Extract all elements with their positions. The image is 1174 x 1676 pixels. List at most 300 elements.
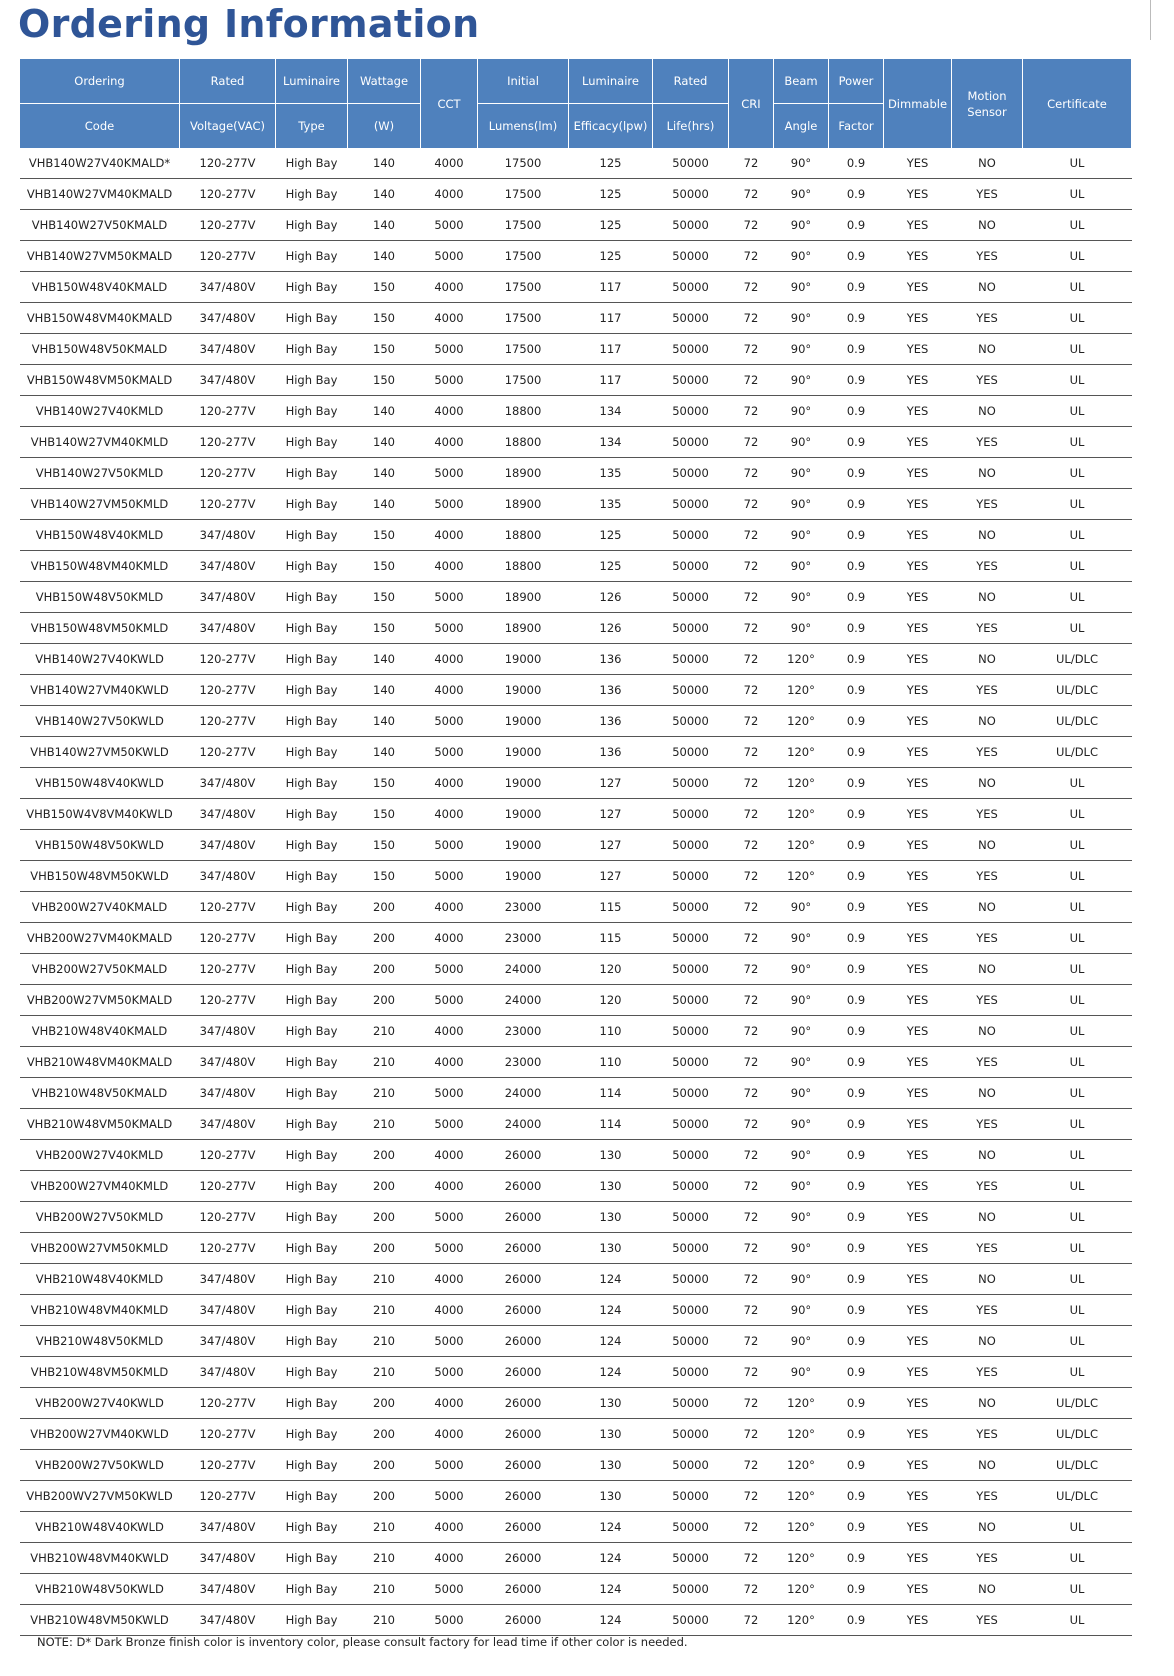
cell-efficacy: 126 bbox=[569, 582, 653, 613]
cell-power-factor: 0.9 bbox=[829, 985, 884, 1016]
cell-cri: 72 bbox=[729, 737, 774, 768]
cell-initial-lumens: 26000 bbox=[478, 1140, 569, 1171]
cell-dimmable: YES bbox=[884, 861, 952, 892]
cell-cri: 72 bbox=[729, 582, 774, 613]
page-title: Ordering Information bbox=[18, 2, 480, 46]
cell-dimmable: YES bbox=[884, 210, 952, 241]
cell-wattage: 150 bbox=[348, 861, 421, 892]
cell-cri: 72 bbox=[729, 458, 774, 489]
cell-power-factor: 0.9 bbox=[829, 1016, 884, 1047]
cell-dimmable: YES bbox=[884, 1481, 952, 1512]
cell-power-factor: 0.9 bbox=[829, 365, 884, 396]
cell-ordering-code: VHB150W48V40KMALD bbox=[20, 272, 180, 303]
cell-power-factor: 0.9 bbox=[829, 799, 884, 830]
cell-rated-voltage: 120-277V bbox=[180, 427, 276, 458]
cell-cct: 5000 bbox=[421, 489, 478, 520]
header-motion-sensor bbox=[952, 59, 1023, 148]
header-certificate: Certificate bbox=[1023, 59, 1132, 148]
table-row bbox=[20, 1047, 1132, 1078]
cell-ordering-code: VHB210W48V40KMLD bbox=[20, 1264, 180, 1295]
cell-power-factor: 0.9 bbox=[829, 489, 884, 520]
cell-beam-angle: 120° bbox=[774, 830, 829, 861]
cell-ordering-code: VHB210W48V50KWLD bbox=[20, 1574, 180, 1605]
cell-rated-life: 50000 bbox=[653, 334, 729, 365]
cell-motion-sensor: NO bbox=[952, 892, 1023, 923]
cell-cri: 72 bbox=[729, 954, 774, 985]
cell-efficacy: 124 bbox=[569, 1574, 653, 1605]
cell-power-factor: 0.9 bbox=[829, 1481, 884, 1512]
cell-rated-life: 50000 bbox=[653, 365, 729, 396]
cell-cri: 72 bbox=[729, 427, 774, 458]
table-row bbox=[20, 396, 1132, 427]
cell-power-factor: 0.9 bbox=[829, 334, 884, 365]
cell-rated-life: 50000 bbox=[653, 1450, 729, 1481]
cell-cct: 4000 bbox=[421, 520, 478, 551]
cell-cct: 5000 bbox=[421, 613, 478, 644]
cell-certificate: UL bbox=[1023, 1543, 1132, 1574]
header-watt-unit: (W) bbox=[348, 104, 421, 149]
cell-initial-lumens: 24000 bbox=[478, 954, 569, 985]
cell-dimmable: YES bbox=[884, 1233, 952, 1264]
cell-beam-angle: 120° bbox=[774, 1605, 829, 1636]
cell-ordering-code: VHB200WV27VM50KWLD bbox=[20, 1481, 180, 1512]
cell-luminaire-type: High Bay bbox=[276, 985, 348, 1016]
cell-rated-voltage: 120-277V bbox=[180, 489, 276, 520]
cell-wattage: 140 bbox=[348, 210, 421, 241]
cell-luminaire-type: High Bay bbox=[276, 1202, 348, 1233]
cell-cri: 72 bbox=[729, 1171, 774, 1202]
table-row bbox=[20, 303, 1132, 334]
cell-initial-lumens: 26000 bbox=[478, 1264, 569, 1295]
cell-power-factor: 0.9 bbox=[829, 768, 884, 799]
cell-beam-angle: 120° bbox=[774, 1512, 829, 1543]
cell-power-factor: 0.9 bbox=[829, 1388, 884, 1419]
cell-rated-voltage: 120-277V bbox=[180, 644, 276, 675]
cell-cct: 5000 bbox=[421, 985, 478, 1016]
header-beam: Beam bbox=[774, 59, 829, 104]
cell-luminaire-type: High Bay bbox=[276, 706, 348, 737]
cell-cct: 4000 bbox=[421, 1171, 478, 1202]
cell-initial-lumens: 23000 bbox=[478, 892, 569, 923]
cell-wattage: 200 bbox=[348, 1481, 421, 1512]
cell-rated-voltage: 120-277V bbox=[180, 954, 276, 985]
cell-certificate: UL/DLC bbox=[1023, 737, 1132, 768]
cell-motion-sensor: YES bbox=[952, 489, 1023, 520]
cell-dimmable: YES bbox=[884, 489, 952, 520]
cell-power-factor: 0.9 bbox=[829, 675, 884, 706]
header-life: Life(hrs) bbox=[653, 104, 729, 149]
cell-luminaire-type: High Bay bbox=[276, 1171, 348, 1202]
cell-rated-voltage: 120-277V bbox=[180, 1481, 276, 1512]
cell-certificate: UL bbox=[1023, 1202, 1132, 1233]
cell-power-factor: 0.9 bbox=[829, 1171, 884, 1202]
cell-cri: 72 bbox=[729, 985, 774, 1016]
cell-efficacy: 125 bbox=[569, 551, 653, 582]
cell-beam-angle: 90° bbox=[774, 613, 829, 644]
header-voltage: Voltage(VAC) bbox=[180, 104, 276, 149]
cell-beam-angle: 120° bbox=[774, 768, 829, 799]
cell-cri: 72 bbox=[729, 1016, 774, 1047]
cell-cri: 72 bbox=[729, 1140, 774, 1171]
cell-rated-voltage: 120-277V bbox=[180, 1171, 276, 1202]
cell-rated-life: 50000 bbox=[653, 768, 729, 799]
cell-rated-voltage: 347/480V bbox=[180, 1512, 276, 1543]
cell-beam-angle: 90° bbox=[774, 1078, 829, 1109]
cell-efficacy: 120 bbox=[569, 954, 653, 985]
cell-motion-sensor: YES bbox=[952, 985, 1023, 1016]
cell-cri: 72 bbox=[729, 489, 774, 520]
cell-rated-voltage: 347/480V bbox=[180, 272, 276, 303]
table-row bbox=[20, 427, 1132, 458]
cell-wattage: 140 bbox=[348, 706, 421, 737]
cell-efficacy: 124 bbox=[569, 1295, 653, 1326]
cell-cct: 5000 bbox=[421, 210, 478, 241]
cell-initial-lumens: 18800 bbox=[478, 520, 569, 551]
cell-dimmable: YES bbox=[884, 334, 952, 365]
cell-ordering-code: VHB210W48VM50KMALD bbox=[20, 1109, 180, 1140]
cell-beam-angle: 120° bbox=[774, 737, 829, 768]
cell-wattage: 150 bbox=[348, 551, 421, 582]
cell-cri: 72 bbox=[729, 892, 774, 923]
cell-certificate: UL bbox=[1023, 582, 1132, 613]
cell-rated-life: 50000 bbox=[653, 272, 729, 303]
footer-note: NOTE: D* Dark Bronze finish color is inventory color, please consult factory for lead time if other color is needed. bbox=[37, 1635, 688, 1649]
cell-efficacy: 124 bbox=[569, 1543, 653, 1574]
cell-rated-life: 50000 bbox=[653, 1512, 729, 1543]
cell-rated-life: 50000 bbox=[653, 1357, 729, 1388]
cell-motion-sensor: NO bbox=[952, 458, 1023, 489]
cell-ordering-code: VHB200W27V40KMALD bbox=[20, 892, 180, 923]
cell-wattage: 200 bbox=[348, 1233, 421, 1264]
cell-dimmable: YES bbox=[884, 706, 952, 737]
cell-motion-sensor: YES bbox=[952, 1357, 1023, 1388]
cell-beam-angle: 90° bbox=[774, 1047, 829, 1078]
cell-rated-voltage: 120-277V bbox=[180, 1202, 276, 1233]
cell-beam-angle: 120° bbox=[774, 675, 829, 706]
cell-dimmable: YES bbox=[884, 1574, 952, 1605]
cell-dimmable: YES bbox=[884, 1171, 952, 1202]
cell-rated-voltage: 120-277V bbox=[180, 675, 276, 706]
cell-cri: 72 bbox=[729, 1202, 774, 1233]
cell-motion-sensor: YES bbox=[952, 427, 1023, 458]
cell-cri: 72 bbox=[729, 396, 774, 427]
cell-cct: 4000 bbox=[421, 1140, 478, 1171]
header-wattage: Wattage bbox=[348, 59, 421, 104]
cell-motion-sensor: YES bbox=[952, 1605, 1023, 1636]
cell-rated-life: 50000 bbox=[653, 1109, 729, 1140]
cell-efficacy: 115 bbox=[569, 892, 653, 923]
cell-beam-angle: 90° bbox=[774, 954, 829, 985]
cell-wattage: 210 bbox=[348, 1357, 421, 1388]
cell-motion-sensor: NO bbox=[952, 1450, 1023, 1481]
cell-rated-life: 50000 bbox=[653, 1419, 729, 1450]
ordering-table bbox=[19, 59, 1132, 1636]
cell-dimmable: YES bbox=[884, 1016, 952, 1047]
cell-luminaire-type: High Bay bbox=[276, 861, 348, 892]
table-row bbox=[20, 737, 1132, 768]
cell-cri: 72 bbox=[729, 644, 774, 675]
cell-power-factor: 0.9 bbox=[829, 892, 884, 923]
cell-motion-sensor: YES bbox=[952, 1295, 1023, 1326]
cell-power-factor: 0.9 bbox=[829, 582, 884, 613]
cell-certificate: UL/DLC bbox=[1023, 1388, 1132, 1419]
cell-dimmable: YES bbox=[884, 241, 952, 272]
cell-dimmable: YES bbox=[884, 985, 952, 1016]
header-factor: Factor bbox=[829, 104, 884, 149]
cell-ordering-code: VHB150W4V8VM40KWLD bbox=[20, 799, 180, 830]
cell-certificate: UL bbox=[1023, 1512, 1132, 1543]
cell-certificate: UL/DLC bbox=[1023, 706, 1132, 737]
cell-efficacy: 130 bbox=[569, 1233, 653, 1264]
cell-certificate: UL bbox=[1023, 830, 1132, 861]
cell-efficacy: 117 bbox=[569, 365, 653, 396]
cell-wattage: 150 bbox=[348, 303, 421, 334]
cell-dimmable: YES bbox=[884, 768, 952, 799]
cell-motion-sensor: YES bbox=[952, 737, 1023, 768]
cell-cct: 5000 bbox=[421, 365, 478, 396]
cell-ordering-code: VHB140W27VM50KMALD bbox=[20, 241, 180, 272]
cell-efficacy: 136 bbox=[569, 644, 653, 675]
cell-ordering-code: VHB140W27V40KMALD* bbox=[20, 148, 180, 179]
cell-initial-lumens: 26000 bbox=[478, 1233, 569, 1264]
cell-beam-angle: 90° bbox=[774, 458, 829, 489]
cell-certificate: UL bbox=[1023, 1047, 1132, 1078]
cell-cri: 72 bbox=[729, 272, 774, 303]
cell-rated-voltage: 347/480V bbox=[180, 1574, 276, 1605]
cell-cct: 5000 bbox=[421, 1078, 478, 1109]
cell-power-factor: 0.9 bbox=[829, 1512, 884, 1543]
cell-initial-lumens: 18800 bbox=[478, 396, 569, 427]
cell-cct: 5000 bbox=[421, 1574, 478, 1605]
cell-initial-lumens: 24000 bbox=[478, 1109, 569, 1140]
cell-dimmable: YES bbox=[884, 396, 952, 427]
cell-dimmable: YES bbox=[884, 1202, 952, 1233]
cell-initial-lumens: 26000 bbox=[478, 1357, 569, 1388]
cell-initial-lumens: 26000 bbox=[478, 1171, 569, 1202]
cell-rated-life: 50000 bbox=[653, 675, 729, 706]
cell-wattage: 140 bbox=[348, 148, 421, 179]
cell-certificate: UL bbox=[1023, 1326, 1132, 1357]
cell-rated-life: 50000 bbox=[653, 148, 729, 179]
cell-cri: 72 bbox=[729, 1326, 774, 1357]
cell-power-factor: 0.9 bbox=[829, 1605, 884, 1636]
cell-luminaire-type: High Bay bbox=[276, 427, 348, 458]
cell-motion-sensor: NO bbox=[952, 1202, 1023, 1233]
cell-beam-angle: 90° bbox=[774, 1140, 829, 1171]
cell-luminaire-type: High Bay bbox=[276, 1295, 348, 1326]
header-luminaire-efficacy: Luminaire bbox=[569, 59, 653, 104]
cell-initial-lumens: 26000 bbox=[478, 1419, 569, 1450]
cell-cct: 5000 bbox=[421, 1233, 478, 1264]
cell-certificate: UL bbox=[1023, 365, 1132, 396]
cell-initial-lumens: 18900 bbox=[478, 582, 569, 613]
table-row bbox=[20, 334, 1132, 365]
cell-power-factor: 0.9 bbox=[829, 179, 884, 210]
table-row bbox=[20, 458, 1132, 489]
cell-initial-lumens: 17500 bbox=[478, 241, 569, 272]
cell-rated-life: 50000 bbox=[653, 830, 729, 861]
cell-motion-sensor: NO bbox=[952, 148, 1023, 179]
cell-wattage: 150 bbox=[348, 582, 421, 613]
cell-initial-lumens: 26000 bbox=[478, 1481, 569, 1512]
cell-cct: 5000 bbox=[421, 458, 478, 489]
cell-efficacy: 117 bbox=[569, 334, 653, 365]
header-type: Type bbox=[276, 104, 348, 149]
cell-wattage: 140 bbox=[348, 427, 421, 458]
cell-power-factor: 0.9 bbox=[829, 1574, 884, 1605]
cell-motion-sensor: YES bbox=[952, 1171, 1023, 1202]
cell-rated-voltage: 347/480V bbox=[180, 799, 276, 830]
cell-cri: 72 bbox=[729, 923, 774, 954]
cell-initial-lumens: 26000 bbox=[478, 1326, 569, 1357]
cell-initial-lumens: 17500 bbox=[478, 179, 569, 210]
cell-efficacy: 130 bbox=[569, 1481, 653, 1512]
cell-wattage: 200 bbox=[348, 1171, 421, 1202]
cell-rated-life: 50000 bbox=[653, 799, 729, 830]
cell-rated-life: 50000 bbox=[653, 923, 729, 954]
cell-ordering-code: VHB200W27V50KWLD bbox=[20, 1450, 180, 1481]
cell-rated-life: 50000 bbox=[653, 861, 729, 892]
table-row bbox=[20, 179, 1132, 210]
cell-rated-life: 50000 bbox=[653, 1295, 729, 1326]
cell-certificate: UL bbox=[1023, 613, 1132, 644]
cell-ordering-code: VHB140W27V50KWLD bbox=[20, 706, 180, 737]
cell-cct: 4000 bbox=[421, 179, 478, 210]
cell-dimmable: YES bbox=[884, 1140, 952, 1171]
cell-cct: 5000 bbox=[421, 1326, 478, 1357]
cell-beam-angle: 90° bbox=[774, 520, 829, 551]
cell-certificate: UL bbox=[1023, 427, 1132, 458]
cell-luminaire-type: High Bay bbox=[276, 675, 348, 706]
cell-rated-voltage: 347/480V bbox=[180, 1357, 276, 1388]
cell-cct: 5000 bbox=[421, 1109, 478, 1140]
cell-power-factor: 0.9 bbox=[829, 644, 884, 675]
cell-motion-sensor: YES bbox=[952, 1109, 1023, 1140]
cell-cri: 72 bbox=[729, 799, 774, 830]
cell-luminaire-type: High Bay bbox=[276, 1512, 348, 1543]
cell-beam-angle: 90° bbox=[774, 1171, 829, 1202]
table-row bbox=[20, 1264, 1132, 1295]
cell-rated-life: 50000 bbox=[653, 985, 729, 1016]
cell-certificate: UL bbox=[1023, 1078, 1132, 1109]
cell-wattage: 150 bbox=[348, 799, 421, 830]
cell-rated-voltage: 347/480V bbox=[180, 861, 276, 892]
table-row bbox=[20, 985, 1132, 1016]
cell-efficacy: 117 bbox=[569, 303, 653, 334]
header-angle: Angle bbox=[774, 104, 829, 149]
cell-rated-voltage: 120-277V bbox=[180, 1419, 276, 1450]
cell-efficacy: 127 bbox=[569, 830, 653, 861]
cell-initial-lumens: 17500 bbox=[478, 303, 569, 334]
cell-efficacy: 124 bbox=[569, 1605, 653, 1636]
cell-efficacy: 114 bbox=[569, 1109, 653, 1140]
cell-initial-lumens: 26000 bbox=[478, 1450, 569, 1481]
cell-cct: 4000 bbox=[421, 1419, 478, 1450]
cell-efficacy: 125 bbox=[569, 148, 653, 179]
cell-power-factor: 0.9 bbox=[829, 1202, 884, 1233]
cell-certificate: UL bbox=[1023, 303, 1132, 334]
cell-wattage: 140 bbox=[348, 241, 421, 272]
cell-motion-sensor: YES bbox=[952, 241, 1023, 272]
cell-luminaire-type: High Bay bbox=[276, 737, 348, 768]
cell-rated-voltage: 120-277V bbox=[180, 737, 276, 768]
cell-dimmable: YES bbox=[884, 1512, 952, 1543]
cell-motion-sensor: YES bbox=[952, 613, 1023, 644]
cell-ordering-code: VHB200W27VM40KWLD bbox=[20, 1419, 180, 1450]
cell-cct: 4000 bbox=[421, 396, 478, 427]
header-motion-sensor-label: Motion Sensor bbox=[967, 88, 1007, 119]
cell-motion-sensor: NO bbox=[952, 954, 1023, 985]
cell-beam-angle: 90° bbox=[774, 396, 829, 427]
cell-efficacy: 117 bbox=[569, 272, 653, 303]
table-row bbox=[20, 1109, 1132, 1140]
cell-power-factor: 0.9 bbox=[829, 303, 884, 334]
cell-ordering-code: VHB210W48V40KMALD bbox=[20, 1016, 180, 1047]
cell-rated-voltage: 120-277V bbox=[180, 923, 276, 954]
cell-certificate: UL/DLC bbox=[1023, 1419, 1132, 1450]
cell-ordering-code: VHB200W27VM40KMLD bbox=[20, 1171, 180, 1202]
cell-rated-voltage: 347/480V bbox=[180, 1326, 276, 1357]
cell-wattage: 210 bbox=[348, 1574, 421, 1605]
cell-motion-sensor: NO bbox=[952, 1574, 1023, 1605]
cell-dimmable: YES bbox=[884, 613, 952, 644]
cell-wattage: 200 bbox=[348, 1202, 421, 1233]
cell-wattage: 210 bbox=[348, 1264, 421, 1295]
cell-cri: 72 bbox=[729, 830, 774, 861]
cell-power-factor: 0.9 bbox=[829, 210, 884, 241]
cell-efficacy: 110 bbox=[569, 1016, 653, 1047]
cell-luminaire-type: High Bay bbox=[276, 1047, 348, 1078]
cell-cct: 5000 bbox=[421, 241, 478, 272]
cell-dimmable: YES bbox=[884, 892, 952, 923]
cell-rated-voltage: 347/480V bbox=[180, 1078, 276, 1109]
cell-motion-sensor: YES bbox=[952, 365, 1023, 396]
cell-cct: 4000 bbox=[421, 1295, 478, 1326]
header-initial: Initial bbox=[478, 59, 569, 104]
cell-beam-angle: 90° bbox=[774, 272, 829, 303]
cell-rated-voltage: 347/480V bbox=[180, 830, 276, 861]
cell-rated-voltage: 347/480V bbox=[180, 520, 276, 551]
cell-ordering-code: VHB150W48V50KMLD bbox=[20, 582, 180, 613]
cell-dimmable: YES bbox=[884, 1357, 952, 1388]
cell-rated-voltage: 347/480V bbox=[180, 1543, 276, 1574]
cell-beam-angle: 90° bbox=[774, 148, 829, 179]
cell-efficacy: 135 bbox=[569, 489, 653, 520]
cell-efficacy: 124 bbox=[569, 1512, 653, 1543]
cell-wattage: 140 bbox=[348, 489, 421, 520]
cell-efficacy: 134 bbox=[569, 396, 653, 427]
cell-initial-lumens: 26000 bbox=[478, 1202, 569, 1233]
cell-cct: 5000 bbox=[421, 582, 478, 613]
cell-wattage: 210 bbox=[348, 1605, 421, 1636]
cell-power-factor: 0.9 bbox=[829, 272, 884, 303]
cell-certificate: UL bbox=[1023, 520, 1132, 551]
cell-rated-voltage: 120-277V bbox=[180, 1140, 276, 1171]
cell-rated-life: 50000 bbox=[653, 241, 729, 272]
cell-beam-angle: 120° bbox=[774, 1419, 829, 1450]
table-row bbox=[20, 489, 1132, 520]
cell-efficacy: 127 bbox=[569, 768, 653, 799]
cell-ordering-code: VHB210W48VM40KWLD bbox=[20, 1543, 180, 1574]
cell-dimmable: YES bbox=[884, 582, 952, 613]
cell-rated-life: 50000 bbox=[653, 489, 729, 520]
cell-cct: 4000 bbox=[421, 644, 478, 675]
cell-motion-sensor: NO bbox=[952, 272, 1023, 303]
cell-wattage: 140 bbox=[348, 396, 421, 427]
cell-dimmable: YES bbox=[884, 179, 952, 210]
cell-certificate: UL bbox=[1023, 1574, 1132, 1605]
cell-cri: 72 bbox=[729, 520, 774, 551]
